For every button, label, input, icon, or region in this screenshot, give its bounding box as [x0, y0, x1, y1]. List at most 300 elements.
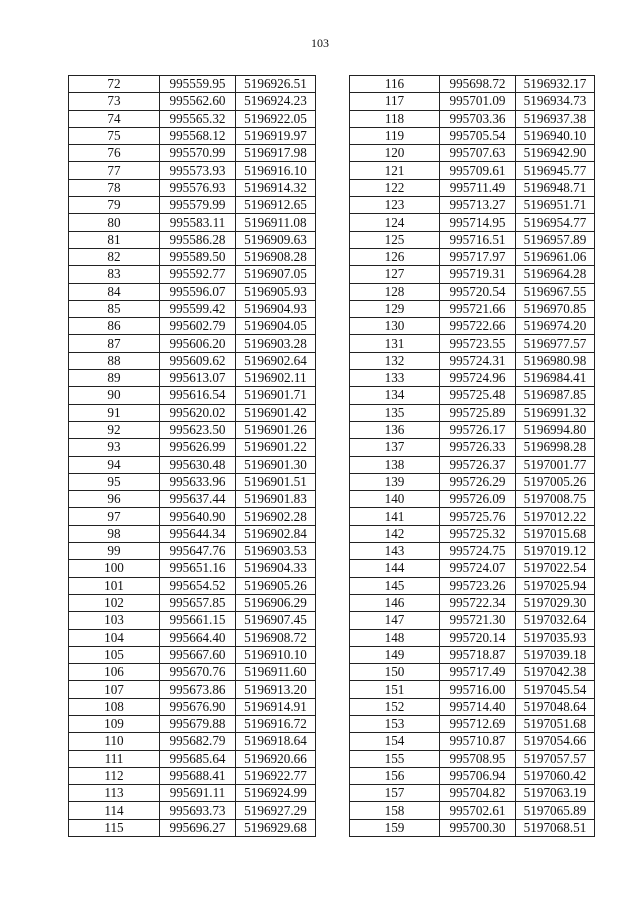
y-coordinate-cell: 5196980.98	[516, 352, 595, 369]
table-row	[350, 456, 595, 473]
point-number-cell: 143	[350, 543, 440, 560]
x-coordinate-cell: 995723.26	[440, 577, 516, 594]
point-number-cell: 125	[350, 231, 440, 248]
point-number-cell: 97	[69, 508, 160, 525]
y-coordinate-cell: 5196904.93	[236, 300, 316, 317]
table-row	[350, 681, 595, 698]
point-number-cell: 94	[69, 456, 160, 473]
table-row	[350, 594, 595, 611]
y-coordinate-cell: 5197057.57	[516, 750, 595, 767]
x-coordinate-cell: 995718.87	[440, 646, 516, 663]
x-coordinate-cell: 995576.93	[160, 179, 236, 196]
point-number-cell: 144	[350, 560, 440, 577]
page-number: 103	[311, 36, 329, 50]
point-number-cell: 100	[69, 560, 160, 577]
table-row	[69, 733, 316, 750]
y-coordinate-cell: 5197019.12	[516, 543, 595, 560]
x-coordinate-cell: 995651.16	[160, 560, 236, 577]
table-row	[350, 197, 595, 214]
y-coordinate-cell: 5196904.05	[236, 318, 316, 335]
point-number-cell: 103	[69, 612, 160, 629]
x-coordinate-cell: 995589.50	[160, 248, 236, 265]
x-coordinate-cell: 995724.96	[440, 370, 516, 387]
y-coordinate-cell: 5197048.64	[516, 698, 595, 715]
x-coordinate-cell: 995626.99	[160, 439, 236, 456]
y-coordinate-cell: 5196908.72	[236, 629, 316, 646]
point-number-cell: 127	[350, 266, 440, 283]
y-coordinate-cell: 5196902.11	[236, 370, 316, 387]
x-coordinate-cell: 995725.89	[440, 404, 516, 421]
table-row	[350, 162, 595, 179]
x-coordinate-cell: 995706.94	[440, 767, 516, 784]
point-number-cell: 137	[350, 439, 440, 456]
table-row	[69, 231, 316, 248]
point-number-cell: 134	[350, 387, 440, 404]
point-number-cell: 154	[350, 733, 440, 750]
table-row	[69, 456, 316, 473]
point-number-cell: 76	[69, 145, 160, 162]
x-coordinate-cell: 995661.15	[160, 612, 236, 629]
table-row	[69, 577, 316, 594]
x-coordinate-cell: 995637.44	[160, 491, 236, 508]
y-coordinate-cell: 5196932.17	[516, 76, 595, 93]
point-number-cell: 120	[350, 145, 440, 162]
x-coordinate-cell: 995708.95	[440, 750, 516, 767]
y-coordinate-cell: 5196901.51	[236, 473, 316, 490]
table-row	[69, 370, 316, 387]
table-row	[350, 110, 595, 127]
y-coordinate-cell: 5196951.71	[516, 197, 595, 214]
point-number-cell: 80	[69, 214, 160, 231]
point-number-cell: 85	[69, 300, 160, 317]
x-coordinate-cell: 995723.55	[440, 335, 516, 352]
y-coordinate-cell: 5196901.26	[236, 421, 316, 438]
table-row	[350, 335, 595, 352]
table-row	[69, 335, 316, 352]
x-coordinate-cell: 995596.07	[160, 283, 236, 300]
table-row	[350, 802, 595, 819]
y-coordinate-cell: 5196918.64	[236, 733, 316, 750]
table-row	[69, 767, 316, 784]
y-coordinate-cell: 5197032.64	[516, 612, 595, 629]
point-number-cell: 140	[350, 491, 440, 508]
table-row	[69, 439, 316, 456]
y-coordinate-cell: 5197008.75	[516, 491, 595, 508]
y-coordinate-cell: 5197068.51	[516, 819, 595, 836]
point-number-cell: 81	[69, 231, 160, 248]
x-coordinate-cell: 995701.09	[440, 93, 516, 110]
y-coordinate-cell: 5196908.28	[236, 248, 316, 265]
point-number-cell: 145	[350, 577, 440, 594]
x-coordinate-cell: 995700.30	[440, 819, 516, 836]
y-coordinate-cell: 5196924.23	[236, 93, 316, 110]
x-coordinate-cell: 995640.90	[160, 508, 236, 525]
y-coordinate-cell: 5196901.71	[236, 387, 316, 404]
table-row	[69, 525, 316, 542]
x-coordinate-cell: 995724.31	[440, 352, 516, 369]
y-coordinate-cell: 5196905.26	[236, 577, 316, 594]
table-row	[350, 76, 595, 93]
x-coordinate-cell: 995712.69	[440, 715, 516, 732]
y-coordinate-cell: 5197005.26	[516, 473, 595, 490]
x-coordinate-cell: 995670.76	[160, 664, 236, 681]
table-row	[69, 560, 316, 577]
y-coordinate-cell: 5197035.93	[516, 629, 595, 646]
y-coordinate-cell: 5197054.66	[516, 733, 595, 750]
table-row	[350, 733, 595, 750]
x-coordinate-cell: 995717.49	[440, 664, 516, 681]
x-coordinate-cell: 995717.97	[440, 248, 516, 265]
x-coordinate-cell: 995703.36	[440, 110, 516, 127]
y-coordinate-cell: 5196906.29	[236, 594, 316, 611]
table-row	[69, 594, 316, 611]
x-coordinate-cell: 995716.51	[440, 231, 516, 248]
x-coordinate-cell: 995711.49	[440, 179, 516, 196]
x-coordinate-cell: 995709.61	[440, 162, 516, 179]
y-coordinate-cell: 5196970.85	[516, 300, 595, 317]
x-coordinate-cell: 995726.17	[440, 421, 516, 438]
y-coordinate-cell: 5196984.41	[516, 370, 595, 387]
point-number-cell: 156	[350, 767, 440, 784]
point-number-cell: 151	[350, 681, 440, 698]
y-coordinate-cell: 5196914.32	[236, 179, 316, 196]
point-number-cell: 130	[350, 318, 440, 335]
y-coordinate-cell: 5196994.80	[516, 421, 595, 438]
x-coordinate-cell: 995720.14	[440, 629, 516, 646]
point-number-cell: 132	[350, 352, 440, 369]
table-row	[69, 214, 316, 231]
table-row	[350, 300, 595, 317]
x-coordinate-cell: 995685.64	[160, 750, 236, 767]
table-row	[69, 266, 316, 283]
y-coordinate-cell: 5197039.18	[516, 646, 595, 663]
y-coordinate-cell: 5196934.73	[516, 93, 595, 110]
y-coordinate-cell: 5196902.84	[236, 525, 316, 542]
point-number-cell: 159	[350, 819, 440, 836]
x-coordinate-cell: 995565.32	[160, 110, 236, 127]
table-row	[350, 473, 595, 490]
x-coordinate-cell: 995623.50	[160, 421, 236, 438]
x-coordinate-cell: 995725.32	[440, 525, 516, 542]
point-number-cell: 142	[350, 525, 440, 542]
point-number-cell: 111	[69, 750, 160, 767]
x-coordinate-cell: 995673.86	[160, 681, 236, 698]
x-coordinate-cell: 995725.76	[440, 508, 516, 525]
point-number-cell: 146	[350, 594, 440, 611]
x-coordinate-cell: 995704.82	[440, 785, 516, 802]
x-coordinate-cell: 995726.37	[440, 456, 516, 473]
point-number-cell: 123	[350, 197, 440, 214]
x-coordinate-cell: 995688.41	[160, 767, 236, 784]
table-row	[69, 681, 316, 698]
table-row	[69, 248, 316, 265]
x-coordinate-cell: 995726.33	[440, 439, 516, 456]
y-coordinate-cell: 5196924.99	[236, 785, 316, 802]
table-row	[350, 508, 595, 525]
y-coordinate-cell: 5197065.89	[516, 802, 595, 819]
table-row	[69, 387, 316, 404]
y-coordinate-cell: 5196940.10	[516, 127, 595, 144]
y-coordinate-cell: 5196974.20	[516, 318, 595, 335]
y-coordinate-cell: 5196916.10	[236, 162, 316, 179]
point-number-cell: 112	[69, 767, 160, 784]
point-number-cell: 157	[350, 785, 440, 802]
y-coordinate-cell: 5196905.93	[236, 283, 316, 300]
x-coordinate-cell: 995682.79	[160, 733, 236, 750]
x-coordinate-cell: 995606.20	[160, 335, 236, 352]
y-coordinate-cell: 5196937.38	[516, 110, 595, 127]
table-row	[69, 404, 316, 421]
y-coordinate-cell: 5196903.53	[236, 543, 316, 560]
point-number-cell: 78	[69, 179, 160, 196]
x-coordinate-cell: 995570.99	[160, 145, 236, 162]
point-number-cell: 75	[69, 127, 160, 144]
y-coordinate-cell: 5196961.06	[516, 248, 595, 265]
point-number-cell: 149	[350, 646, 440, 663]
y-coordinate-cell: 5196977.57	[516, 335, 595, 352]
y-coordinate-cell: 5196904.33	[236, 560, 316, 577]
x-coordinate-cell: 995609.62	[160, 352, 236, 369]
x-coordinate-cell: 995573.93	[160, 162, 236, 179]
table-row	[69, 421, 316, 438]
point-number-cell: 93	[69, 439, 160, 456]
x-coordinate-cell: 995602.79	[160, 318, 236, 335]
table-row	[69, 819, 316, 836]
table-row	[69, 76, 316, 93]
point-number-cell: 119	[350, 127, 440, 144]
table-row	[350, 404, 595, 421]
x-coordinate-cell: 995676.90	[160, 698, 236, 715]
table-row	[69, 283, 316, 300]
x-coordinate-cell: 995654.52	[160, 577, 236, 594]
x-coordinate-cell: 995693.73	[160, 802, 236, 819]
x-coordinate-cell: 995644.34	[160, 525, 236, 542]
y-coordinate-cell: 5196901.30	[236, 456, 316, 473]
y-coordinate-cell: 5197022.54	[516, 560, 595, 577]
table-row	[350, 387, 595, 404]
table-row	[350, 179, 595, 196]
y-coordinate-cell: 5196927.29	[236, 802, 316, 819]
point-number-cell: 113	[69, 785, 160, 802]
y-coordinate-cell: 5197060.42	[516, 767, 595, 784]
point-number-cell: 122	[350, 179, 440, 196]
point-number-cell: 153	[350, 715, 440, 732]
y-coordinate-cell: 5197015.68	[516, 525, 595, 542]
table-row	[350, 145, 595, 162]
point-number-cell: 110	[69, 733, 160, 750]
table-row	[69, 352, 316, 369]
point-number-cell: 131	[350, 335, 440, 352]
point-number-cell: 87	[69, 335, 160, 352]
table-row	[350, 664, 595, 681]
table-row	[350, 698, 595, 715]
point-number-cell: 86	[69, 318, 160, 335]
table-row	[69, 127, 316, 144]
table-row	[350, 352, 595, 369]
table-row	[69, 145, 316, 162]
point-number-cell: 150	[350, 664, 440, 681]
table-row	[69, 785, 316, 802]
table-row	[350, 421, 595, 438]
point-number-cell: 158	[350, 802, 440, 819]
point-number-cell: 90	[69, 387, 160, 404]
coordinates-table-right	[349, 75, 595, 837]
y-coordinate-cell: 5197001.77	[516, 456, 595, 473]
y-coordinate-cell: 5196901.42	[236, 404, 316, 421]
x-coordinate-cell: 995713.27	[440, 197, 516, 214]
table-row	[350, 715, 595, 732]
table-row	[69, 93, 316, 110]
table-row	[350, 318, 595, 335]
x-coordinate-cell: 995691.11	[160, 785, 236, 802]
table-row	[69, 629, 316, 646]
y-coordinate-cell: 5196910.10	[236, 646, 316, 663]
point-number-cell: 108	[69, 698, 160, 715]
point-number-cell: 116	[350, 76, 440, 93]
point-number-cell: 84	[69, 283, 160, 300]
table-row	[69, 715, 316, 732]
y-coordinate-cell: 5196903.28	[236, 335, 316, 352]
point-number-cell: 79	[69, 197, 160, 214]
point-number-cell: 133	[350, 370, 440, 387]
y-coordinate-cell: 5197063.19	[516, 785, 595, 802]
point-number-cell: 152	[350, 698, 440, 715]
x-coordinate-cell: 995679.88	[160, 715, 236, 732]
point-number-cell: 155	[350, 750, 440, 767]
table-row	[350, 577, 595, 594]
point-number-cell: 77	[69, 162, 160, 179]
x-coordinate-cell: 995586.28	[160, 231, 236, 248]
point-number-cell: 101	[69, 577, 160, 594]
point-number-cell: 105	[69, 646, 160, 663]
x-coordinate-cell: 995707.63	[440, 145, 516, 162]
point-number-cell: 109	[69, 715, 160, 732]
x-coordinate-cell: 995716.00	[440, 681, 516, 698]
x-coordinate-cell: 995592.77	[160, 266, 236, 283]
table-row	[69, 300, 316, 317]
y-coordinate-cell: 5197045.54	[516, 681, 595, 698]
table-row	[69, 508, 316, 525]
point-number-cell: 135	[350, 404, 440, 421]
y-coordinate-cell: 5197012.22	[516, 508, 595, 525]
point-number-cell: 91	[69, 404, 160, 421]
point-number-cell: 104	[69, 629, 160, 646]
point-number-cell: 115	[69, 819, 160, 836]
y-coordinate-cell: 5196902.64	[236, 352, 316, 369]
x-coordinate-cell: 995630.48	[160, 456, 236, 473]
table-row	[350, 127, 595, 144]
table-row	[69, 473, 316, 490]
y-coordinate-cell: 5196964.28	[516, 266, 595, 283]
y-coordinate-cell: 5196967.55	[516, 283, 595, 300]
point-number-cell: 124	[350, 214, 440, 231]
x-coordinate-cell: 995583.11	[160, 214, 236, 231]
x-coordinate-cell: 995724.75	[440, 543, 516, 560]
y-coordinate-cell: 5196909.63	[236, 231, 316, 248]
point-number-cell: 114	[69, 802, 160, 819]
y-coordinate-cell: 5197042.38	[516, 664, 595, 681]
table-row	[69, 543, 316, 560]
y-coordinate-cell: 5196991.32	[516, 404, 595, 421]
y-coordinate-cell: 5196987.85	[516, 387, 595, 404]
x-coordinate-cell: 995559.95	[160, 76, 236, 93]
y-coordinate-cell: 5196919.97	[236, 127, 316, 144]
point-number-cell: 117	[350, 93, 440, 110]
x-coordinate-cell: 995613.07	[160, 370, 236, 387]
point-number-cell: 107	[69, 681, 160, 698]
point-number-cell: 129	[350, 300, 440, 317]
point-number-cell: 89	[69, 370, 160, 387]
table-row	[350, 750, 595, 767]
x-coordinate-cell: 995722.34	[440, 594, 516, 611]
table-row	[350, 543, 595, 560]
y-coordinate-cell: 5197029.30	[516, 594, 595, 611]
y-coordinate-cell: 5196901.22	[236, 439, 316, 456]
table-row	[350, 767, 595, 784]
point-number-cell: 102	[69, 594, 160, 611]
table-row	[350, 266, 595, 283]
y-coordinate-cell: 5196916.72	[236, 715, 316, 732]
table-row	[69, 110, 316, 127]
point-number-cell: 148	[350, 629, 440, 646]
x-coordinate-cell: 995562.60	[160, 93, 236, 110]
table-row	[69, 162, 316, 179]
point-number-cell: 98	[69, 525, 160, 542]
point-number-cell: 88	[69, 352, 160, 369]
y-coordinate-cell: 5197025.94	[516, 577, 595, 594]
x-coordinate-cell: 995726.09	[440, 491, 516, 508]
table-row	[69, 179, 316, 196]
point-number-cell: 138	[350, 456, 440, 473]
point-number-cell: 136	[350, 421, 440, 438]
x-coordinate-cell: 995714.40	[440, 698, 516, 715]
x-coordinate-cell: 995719.31	[440, 266, 516, 283]
table-row	[350, 248, 595, 265]
y-coordinate-cell: 5196920.66	[236, 750, 316, 767]
y-coordinate-cell: 5196945.77	[516, 162, 595, 179]
x-coordinate-cell: 995657.85	[160, 594, 236, 611]
table-row	[350, 439, 595, 456]
point-number-cell: 99	[69, 543, 160, 560]
x-coordinate-cell: 995620.02	[160, 404, 236, 421]
point-number-cell: 141	[350, 508, 440, 525]
x-coordinate-cell: 995599.42	[160, 300, 236, 317]
y-coordinate-cell: 5196998.28	[516, 439, 595, 456]
point-number-cell: 95	[69, 473, 160, 490]
point-number-cell: 121	[350, 162, 440, 179]
y-coordinate-cell: 5196901.83	[236, 491, 316, 508]
x-coordinate-cell: 995702.61	[440, 802, 516, 819]
x-coordinate-cell: 995579.99	[160, 197, 236, 214]
table-row	[350, 646, 595, 663]
table-row	[69, 664, 316, 681]
y-coordinate-cell: 5196914.91	[236, 698, 316, 715]
table-row	[69, 318, 316, 335]
y-coordinate-cell: 5196907.05	[236, 266, 316, 283]
y-coordinate-cell: 5196913.20	[236, 681, 316, 698]
y-coordinate-cell: 5196902.28	[236, 508, 316, 525]
x-coordinate-cell: 995721.66	[440, 300, 516, 317]
table-row	[350, 629, 595, 646]
point-number-cell: 72	[69, 76, 160, 93]
table-row	[69, 197, 316, 214]
y-coordinate-cell: 5196954.77	[516, 214, 595, 231]
point-number-cell: 96	[69, 491, 160, 508]
y-coordinate-cell: 5196948.71	[516, 179, 595, 196]
table-row	[69, 646, 316, 663]
point-number-cell: 74	[69, 110, 160, 127]
x-coordinate-cell: 995721.30	[440, 612, 516, 629]
